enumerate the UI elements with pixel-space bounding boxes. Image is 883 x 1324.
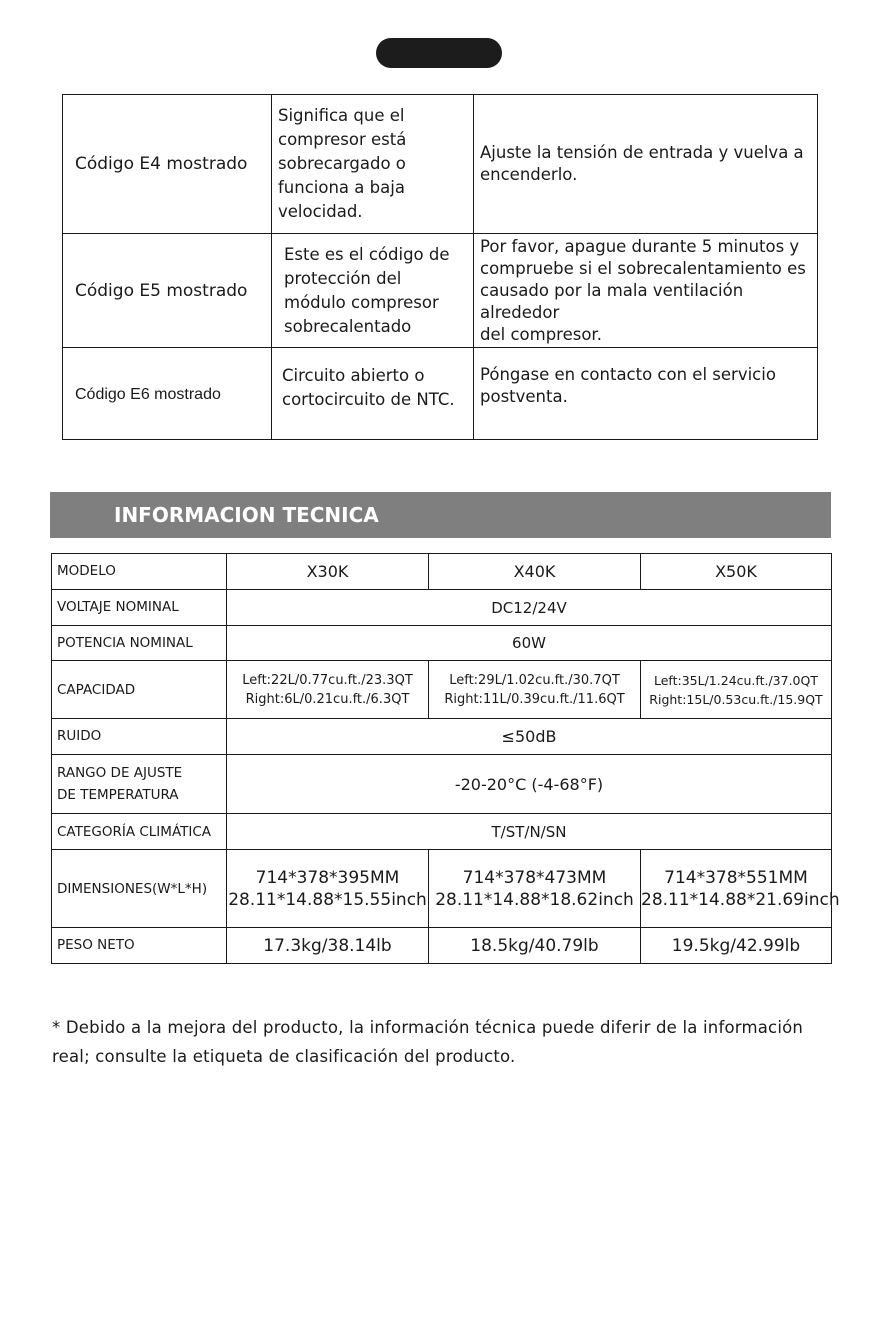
table-row bbox=[63, 348, 818, 440]
error-code-cell bbox=[63, 234, 272, 348]
model-cell: X30K bbox=[227, 554, 429, 590]
error-meaning-cell bbox=[272, 234, 474, 348]
capacity-cell bbox=[429, 661, 641, 719]
noise-value: ≤50dB bbox=[227, 719, 832, 755]
dims-mm: 714*378*395MM bbox=[255, 867, 400, 888]
table-row bbox=[52, 719, 832, 755]
capacity-cell bbox=[641, 661, 832, 719]
table-row bbox=[52, 755, 832, 814]
solution-line: compruebe si el sobrecalentamiento es bbox=[480, 258, 806, 278]
capacity-left: Left:35L/1.24cu.ft./37.0QT bbox=[654, 672, 818, 688]
meaning-line: velocidad. bbox=[278, 202, 363, 221]
meaning-line: Significa que el bbox=[278, 106, 405, 125]
error-meaning-cell bbox=[272, 95, 474, 234]
weight-cell: 19.5kg/42.99lb bbox=[641, 928, 832, 964]
footnote: * Debido a la mejora del producto, la información técnica puede diferir de la información real; consulte la etiqueta de clasificación del producto. bbox=[52, 1018, 804, 1066]
row-label: POTENCIA NOMINAL bbox=[52, 626, 227, 661]
error-code-cell bbox=[63, 348, 272, 440]
row-label: RUIDO bbox=[52, 719, 227, 755]
table-row bbox=[52, 554, 832, 590]
row-label-line: DE TEMPERATURA bbox=[57, 787, 179, 803]
dims-inch: 28.11*14.88*18.62inch bbox=[435, 889, 634, 910]
meaning-line: compresor está bbox=[278, 130, 407, 149]
table-row bbox=[63, 234, 818, 348]
error-code: Código E6 mostrado bbox=[75, 385, 221, 403]
temperature-value: -20-20°C (-4-68°F) bbox=[227, 755, 832, 814]
dimensions-cell bbox=[641, 850, 840, 928]
error-code-table bbox=[62, 94, 818, 440]
model-cell: X40K bbox=[429, 554, 641, 590]
weight-cell: 17.3kg/38.14lb bbox=[227, 928, 429, 964]
meaning-line: módulo compresor bbox=[284, 292, 439, 312]
error-meaning-cell bbox=[272, 348, 474, 440]
dimensions-cell bbox=[429, 850, 641, 928]
meaning-line: sobrecalentado bbox=[284, 316, 412, 336]
dims-mm: 714*378*551MM bbox=[664, 867, 808, 888]
error-code: Código E4 mostrado bbox=[75, 154, 248, 174]
capacity-left: Left:22L/0.77cu.ft./23.3QT bbox=[242, 672, 413, 688]
meaning-line: sobrecargado o bbox=[278, 154, 406, 173]
dims-mm: 714*378*473MM bbox=[462, 867, 607, 888]
solution-line: Póngase en contacto con el servicio bbox=[480, 365, 776, 384]
spec-table bbox=[51, 553, 840, 964]
capacity-cell bbox=[227, 661, 429, 719]
row-label: CATEGORÍA CLIMÁTICA bbox=[52, 814, 227, 850]
capacity-right: Right:6L/0.21cu.ft./6.3QT bbox=[245, 691, 410, 707]
meaning-line: Este es el código de bbox=[284, 244, 450, 264]
header-pill bbox=[376, 38, 502, 68]
dims-inch: 28.11*14.88*15.55inch bbox=[228, 889, 427, 910]
row-label: PESO NETO bbox=[52, 928, 227, 964]
dims-inch: 28.11*14.88*21.69inch bbox=[641, 889, 840, 910]
meaning-line: protección del bbox=[284, 268, 402, 288]
table-row bbox=[63, 95, 818, 234]
error-code-cell bbox=[63, 95, 272, 234]
meaning-line: cortocircuito de NTC. bbox=[282, 390, 455, 409]
section-header bbox=[50, 492, 831, 538]
section-title: INFORMACION TECNICA bbox=[114, 503, 379, 527]
error-code: Código E5 mostrado bbox=[75, 280, 248, 301]
table-row bbox=[52, 661, 832, 719]
row-label bbox=[52, 755, 227, 814]
error-solution-cell bbox=[474, 234, 818, 348]
error-solution-cell bbox=[474, 95, 818, 234]
model-cell: X50K bbox=[641, 554, 832, 590]
solution-line: Ajuste la tensión de entrada y vuelva a bbox=[480, 143, 804, 162]
solution-line: causado por la mala ventilación alrededor bbox=[480, 280, 744, 322]
dimensions-cell bbox=[227, 850, 429, 928]
power-value: 60W bbox=[227, 626, 832, 661]
solution-line: postventa. bbox=[480, 387, 568, 406]
row-label-line: RANGO DE AJUSTE bbox=[57, 765, 183, 781]
error-solution-cell bbox=[474, 348, 818, 440]
voltage-value: DC12/24V bbox=[227, 590, 832, 626]
table-row bbox=[52, 850, 832, 928]
capacity-left: Left:29L/1.02cu.ft./30.7QT bbox=[449, 672, 620, 688]
capacity-right: Right:15L/0.53cu.ft./15.9QT bbox=[649, 691, 823, 707]
table-row bbox=[52, 928, 832, 964]
row-label: VOLTAJE NOMINAL bbox=[52, 590, 227, 626]
meaning-line: Circuito abierto o bbox=[282, 366, 425, 385]
table-row bbox=[52, 626, 832, 661]
row-label: DIMENSIONES(W*L*H) bbox=[52, 850, 227, 928]
climate-value: T/ST/N/SN bbox=[227, 814, 832, 850]
table-row bbox=[52, 590, 832, 626]
solution-line: Por favor, apague durante 5 minutos y bbox=[480, 236, 800, 256]
meaning-line: funciona a baja bbox=[278, 178, 405, 197]
solution-line: encenderlo. bbox=[480, 165, 578, 184]
row-label: CAPACIDAD bbox=[52, 661, 227, 719]
row-label: MODELO bbox=[52, 554, 227, 590]
solution-line: del compresor. bbox=[480, 324, 602, 344]
weight-cell: 18.5kg/40.79lb bbox=[429, 928, 641, 964]
table-row bbox=[52, 814, 832, 850]
capacity-right: Right:11L/0.39cu.ft./11.6QT bbox=[444, 691, 625, 707]
